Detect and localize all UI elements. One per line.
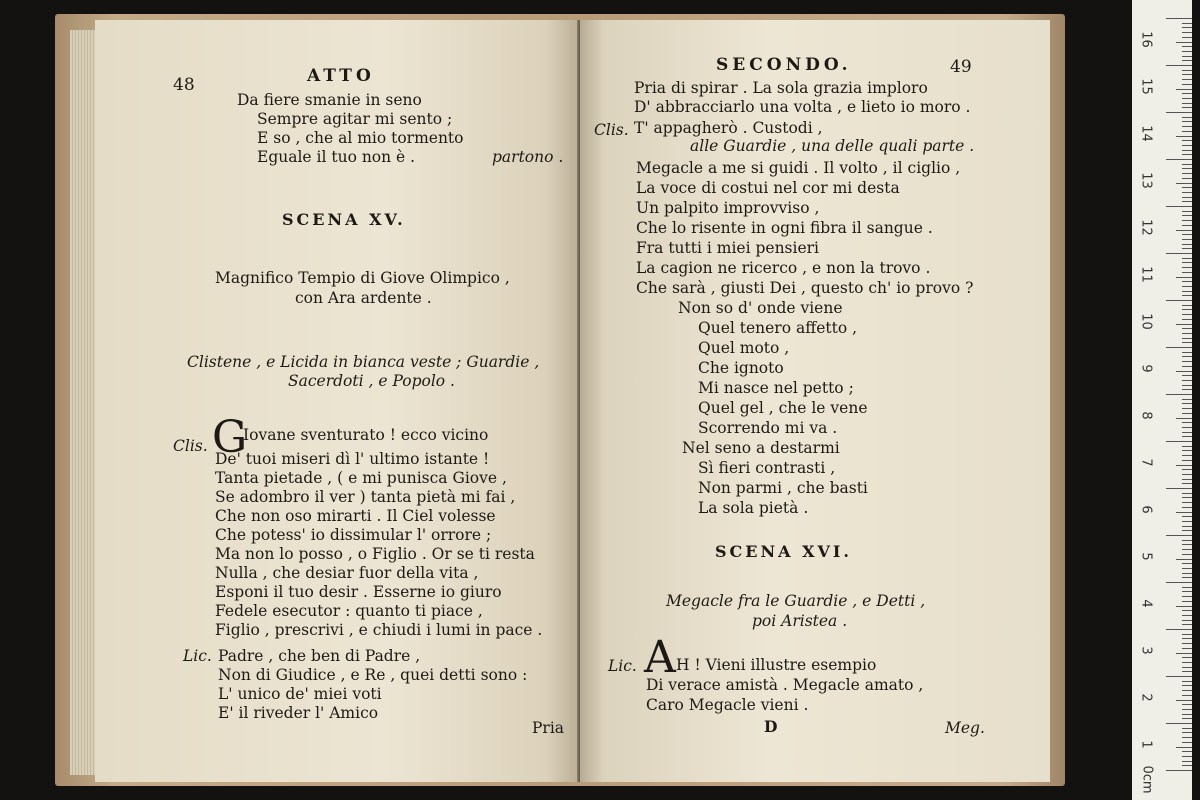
ruler-tick (1176, 371, 1192, 372)
ruler-tick (1182, 413, 1192, 414)
ruler-tick (1182, 79, 1192, 80)
ruler-number: 5 (1138, 552, 1154, 561)
verse-line: Di verace amistà . Megacle amato , (646, 676, 924, 694)
right-page (580, 20, 1050, 782)
ruler-tick (1182, 211, 1192, 212)
aria-line: Mi nasce nel petto ; (698, 379, 854, 397)
ruler-tick (1176, 465, 1192, 466)
verse-line: Figlio , prescrivi , e chiudi i lumi in pace . (215, 621, 543, 639)
ruler-number: 9 (1138, 364, 1154, 373)
ruler-tick (1182, 695, 1192, 696)
ruler-number: 11 (1138, 266, 1154, 283)
verse-line: Fra tutti i miei pensieri (636, 239, 820, 257)
ruler-tick (1182, 474, 1192, 475)
signature-mark: D (764, 717, 778, 736)
ruler-number: 13 (1138, 172, 1154, 189)
verse-line: Esponi il tuo desir . Esserne io giuro (215, 583, 502, 601)
aria-line: Non parmi , che basti (698, 479, 868, 497)
verse-line: Che sarà , giusti Dei , questo ch' io provo ? (636, 279, 974, 297)
ruler-tick (1182, 178, 1192, 179)
ruler-tick (1182, 215, 1192, 216)
ruler-tick (1182, 168, 1192, 169)
ruler-number: 7 (1138, 458, 1154, 467)
ruler-tick (1182, 596, 1192, 597)
ruler-tick (1182, 714, 1192, 715)
ruler-tick (1182, 173, 1192, 174)
ruler-tick (1182, 502, 1192, 503)
ruler-tick (1182, 154, 1192, 155)
ruler-tick (1182, 328, 1192, 329)
scene-title-xvi: SCENA XVI. (715, 542, 852, 561)
ruler-tick (1166, 676, 1192, 677)
ruler-tick (1182, 32, 1192, 33)
ruler-tick (1166, 394, 1192, 395)
ruler-tick (1182, 23, 1192, 24)
verse-line: Che lo risente in ogni fibra il sangue . (636, 219, 933, 237)
ruler-tick (1166, 629, 1192, 630)
ruler-tick (1182, 685, 1192, 686)
ruler-tick (1182, 507, 1192, 508)
ruler-number: 10 (1138, 313, 1154, 330)
ruler-tick (1182, 356, 1192, 357)
ruler-tick (1182, 436, 1192, 437)
verse-line: E so , che al mio tormento (257, 129, 464, 147)
ruler-tick (1182, 192, 1192, 193)
ruler-number: 15 (1138, 78, 1154, 95)
ruler-tick (1182, 220, 1192, 221)
ruler-tick (1182, 591, 1192, 592)
ruler-tick (1182, 728, 1192, 729)
ruler-number: 2 (1138, 693, 1154, 702)
ruler-tick (1182, 530, 1192, 531)
ruler-tick (1182, 620, 1192, 621)
ruler-tick (1182, 309, 1192, 310)
ruler-number: 8 (1138, 411, 1154, 420)
ruler-tick (1182, 27, 1192, 28)
ruler-tick (1166, 206, 1192, 207)
verse-line: Pria di spirar . La sola grazia imploro (634, 79, 928, 97)
ruler-tick (1182, 286, 1192, 287)
ruler-tick (1182, 765, 1192, 766)
ruler-tick (1182, 624, 1192, 625)
ruler-tick (1166, 441, 1192, 442)
catchword-left: Pria (532, 719, 565, 737)
ruler-tick (1182, 140, 1192, 141)
ruler-tick (1182, 107, 1192, 108)
ruler-tick (1166, 347, 1192, 348)
ruler-tick (1166, 488, 1192, 489)
ruler-tick (1166, 112, 1192, 113)
aria-line: Non so d' onde viene (678, 299, 843, 317)
ruler-tick (1182, 573, 1192, 574)
ruler-tick (1182, 385, 1192, 386)
aria-line: Quel tenero affetto , (698, 319, 858, 337)
ruler-tick (1182, 333, 1192, 334)
ruler-number: 1 (1138, 740, 1154, 749)
ruler-tick (1182, 84, 1192, 85)
ruler-tick (1182, 338, 1192, 339)
page-edges (70, 30, 98, 775)
verse-line: T' appagherò . Custodi , (634, 119, 823, 137)
ruler-number: 16 (1138, 31, 1154, 48)
ruler-tick (1176, 89, 1192, 90)
characters-line: poi Aristea . (752, 612, 848, 630)
ruler-tick (1182, 342, 1192, 343)
ruler-tick (1182, 610, 1192, 611)
ruler-number: 3 (1138, 646, 1154, 655)
ruler-tick (1166, 65, 1192, 66)
page-number-left: 48 (173, 75, 195, 95)
ruler-tick (1182, 709, 1192, 710)
verse-line: Megacle a me si guidi . Il volto , il ciglio , (636, 159, 961, 177)
page-number-right: 49 (950, 57, 972, 77)
ruler-tick (1182, 704, 1192, 705)
ruler-tick (1182, 455, 1192, 456)
running-header-right: SECONDO. (716, 55, 852, 75)
ruler-tick (1166, 300, 1192, 301)
ruler-tick (1182, 469, 1192, 470)
ruler-tick (1182, 408, 1192, 409)
ruler-tick (1182, 272, 1192, 273)
ruler-tick (1182, 380, 1192, 381)
ruler-tick (1182, 399, 1192, 400)
ruler-tick (1166, 582, 1192, 583)
stage-direction: alle Guardie , una delle quali parte . (690, 137, 975, 155)
scene-title-xv: SCENA XV. (282, 210, 406, 229)
ruler-tick (1182, 60, 1192, 61)
ruler-tick (1176, 324, 1192, 325)
verse-line: Da fiere smanie in seno (237, 91, 422, 109)
ruler-tick (1182, 244, 1192, 245)
speaker-clis: Clis. (594, 121, 629, 139)
catchword-right: Meg. (945, 719, 985, 737)
ruler-tick (1182, 267, 1192, 268)
ruler-tick (1176, 512, 1192, 513)
verse-line: Nulla , che desiar fuor della vita , (215, 564, 479, 582)
verse-line: D' abbracciarlo una volta , e lieto io moro . (634, 98, 971, 116)
verse-line: H ! Vieni illustre esempio (676, 656, 877, 674)
ruler-tick (1182, 742, 1192, 743)
ruler-tick (1182, 305, 1192, 306)
verse-line: De' tuoi miseri dì l' ultimo istante ! (215, 450, 490, 468)
ruler-tick (1182, 37, 1192, 38)
ruler-tick (1182, 460, 1192, 461)
verse-line: Eguale il tuo non è . (257, 148, 416, 166)
ruler-tick (1182, 643, 1192, 644)
ruler-tick (1182, 751, 1192, 752)
ruler-tick (1182, 554, 1192, 555)
ruler-tick (1182, 225, 1192, 226)
ruler-tick (1182, 601, 1192, 602)
ruler-tick (1182, 446, 1192, 447)
ruler-tick (1182, 756, 1192, 757)
ruler-tick (1182, 479, 1192, 480)
ruler-tick (1182, 93, 1192, 94)
ruler-tick (1182, 281, 1192, 282)
verse-line: Non di Giudice , e Re , quei detti sono : (218, 666, 528, 684)
ruler-tick (1176, 606, 1192, 607)
verse-line: Fedele esecutor : quanto ti piace , (215, 602, 483, 620)
ruler-number: 12 (1138, 219, 1154, 236)
ruler-tick (1182, 126, 1192, 127)
ruler-tick (1182, 681, 1192, 682)
ruler-tick (1176, 559, 1192, 560)
ruler-tick (1176, 183, 1192, 184)
ruler-tick (1182, 295, 1192, 296)
ruler-tick (1166, 159, 1192, 160)
ruler-tick (1182, 549, 1192, 550)
ruler-tick (1182, 145, 1192, 146)
ruler-tick (1182, 761, 1192, 762)
measurement-ruler (1132, 0, 1192, 800)
ruler-tick (1182, 615, 1192, 616)
aria-line: Sì fieri contrasti , (698, 459, 836, 477)
ruler-tick (1182, 690, 1192, 691)
ruler-tick (1176, 653, 1192, 654)
verse-line: L' unico de' miei voti (218, 685, 382, 703)
ruler-number: 4 (1138, 599, 1154, 608)
ruler-tick (1182, 314, 1192, 315)
verse-line: Sempre agitar mi sento ; (257, 110, 453, 128)
ruler-tick (1182, 291, 1192, 292)
ruler-tick (1176, 136, 1192, 137)
ruler-tick (1182, 248, 1192, 249)
ruler-tick (1182, 587, 1192, 588)
characters-line: Sacerdoti , e Popolo . (288, 372, 455, 390)
ruler-tick (1182, 568, 1192, 569)
ruler-tick (1182, 544, 1192, 545)
ruler-tick (1182, 121, 1192, 122)
ruler-tick (1166, 18, 1192, 19)
ruler-tick (1182, 98, 1192, 99)
ruler-tick (1182, 131, 1192, 132)
left-page (95, 20, 580, 782)
ruler-tick (1182, 540, 1192, 541)
ruler-tick (1182, 375, 1192, 376)
ruler-tick (1182, 164, 1192, 165)
ruler-tick (1182, 662, 1192, 663)
ruler-tick (1182, 51, 1192, 52)
ruler-tick (1182, 46, 1192, 47)
ruler-tick (1182, 427, 1192, 428)
ruler-tick (1166, 253, 1192, 254)
ruler-tick (1176, 230, 1192, 231)
drop-cap: A (644, 632, 676, 683)
ruler-tick (1182, 389, 1192, 390)
ruler-tick (1182, 577, 1192, 578)
ruler-number: 0cm (1139, 765, 1155, 794)
ruler-tick (1176, 277, 1192, 278)
setting-line: Magnifico Tempio di Giove Olimpico , (215, 269, 510, 287)
ruler-tick (1182, 366, 1192, 367)
ruler-tick (1182, 150, 1192, 151)
ruler-tick (1182, 234, 1192, 235)
verse-line: Caro Megacle vieni . (646, 696, 809, 714)
ruler-tick (1182, 319, 1192, 320)
ruler-tick (1176, 700, 1192, 701)
ruler-tick (1182, 352, 1192, 353)
ruler-tick (1182, 258, 1192, 259)
ruler-tick (1182, 483, 1192, 484)
ruler-tick (1182, 70, 1192, 71)
ruler-tick (1182, 667, 1192, 668)
aria-line: Nel seno a destarmi (682, 439, 840, 457)
verse-line: La cagion ne ricerco , e non la trovo . (636, 259, 931, 277)
ruler-tick (1182, 197, 1192, 198)
ruler-tick (1182, 103, 1192, 104)
ruler-tick (1182, 521, 1192, 522)
ruler-tick (1182, 187, 1192, 188)
verse-line: Iovane sventurato ! ecco vicino (243, 426, 489, 444)
ruler-tick (1182, 201, 1192, 202)
ruler-tick (1176, 747, 1192, 748)
characters-line: Clistene , e Licida in bianca veste ; Guardie , (187, 353, 540, 371)
speaker-clis: Clis. (173, 437, 208, 455)
ruler-tick (1182, 74, 1192, 75)
verse-line: Un palpito improvviso , (636, 199, 820, 217)
aria-line: Che ignoto (698, 359, 784, 377)
ruler-tick (1182, 563, 1192, 564)
aria-line: La sola pietà . (698, 499, 809, 517)
ruler-tick (1182, 422, 1192, 423)
speaker-lic: Lic. (608, 657, 637, 675)
verse-line: Tanta pietade , ( e mi punisca Giove , (215, 469, 507, 487)
ruler-tick (1182, 262, 1192, 263)
ruler-tick (1182, 516, 1192, 517)
speaker-lic: Lic. (183, 647, 212, 665)
aria-line: Scorrendo mi va . (698, 419, 838, 437)
ruler-tick (1182, 634, 1192, 635)
ruler-tick (1176, 418, 1192, 419)
verse-line: Padre , che ben di Padre , (218, 647, 421, 665)
ruler-tick (1166, 535, 1192, 536)
ruler-tick (1182, 450, 1192, 451)
stage-direction-partono: partono . (492, 148, 564, 166)
drop-cap: G (212, 412, 248, 463)
ruler-number: 14 (1138, 125, 1154, 142)
verse-line: La voce di costui nel cor mi desta (636, 179, 900, 197)
setting-line: con Ara ardente . (295, 289, 432, 307)
ruler-tick (1182, 239, 1192, 240)
ruler-tick (1182, 732, 1192, 733)
ruler-tick (1166, 770, 1192, 771)
ruler-tick (1182, 648, 1192, 649)
verse-line: Che non oso mirarti . Il Ciel volesse (215, 507, 496, 525)
verse-line: Se adombro il ver ) tanta pietà mi fai , (215, 488, 516, 506)
running-header-left: ATTO (307, 66, 375, 86)
ruler-tick (1182, 432, 1192, 433)
ruler-tick (1182, 493, 1192, 494)
verse-line: Che potess' io dissimular l' orrore ; (215, 526, 492, 544)
ruler-tick (1176, 42, 1192, 43)
ruler-tick (1182, 361, 1192, 362)
aria-line: Quel gel , che le vene (698, 399, 868, 417)
ruler-tick (1182, 497, 1192, 498)
ruler-tick (1182, 403, 1192, 404)
ruler-number: 6 (1138, 505, 1154, 514)
ruler-tick (1182, 657, 1192, 658)
ruler-tick (1166, 723, 1192, 724)
characters-line: Megacle fra le Guardie , e Detti , (666, 592, 926, 610)
aria-line: Quel moto , (698, 339, 790, 357)
ruler-tick (1182, 638, 1192, 639)
ruler-tick (1182, 737, 1192, 738)
verse-line: Ma non lo posso , o Figlio . Or se ti resta (215, 545, 535, 563)
ruler-tick (1182, 718, 1192, 719)
verse-line: E' il riveder l' Amico (218, 704, 379, 722)
ruler-tick (1182, 56, 1192, 57)
ruler-tick (1182, 117, 1192, 118)
ruler-tick (1182, 526, 1192, 527)
ruler-tick (1182, 671, 1192, 672)
